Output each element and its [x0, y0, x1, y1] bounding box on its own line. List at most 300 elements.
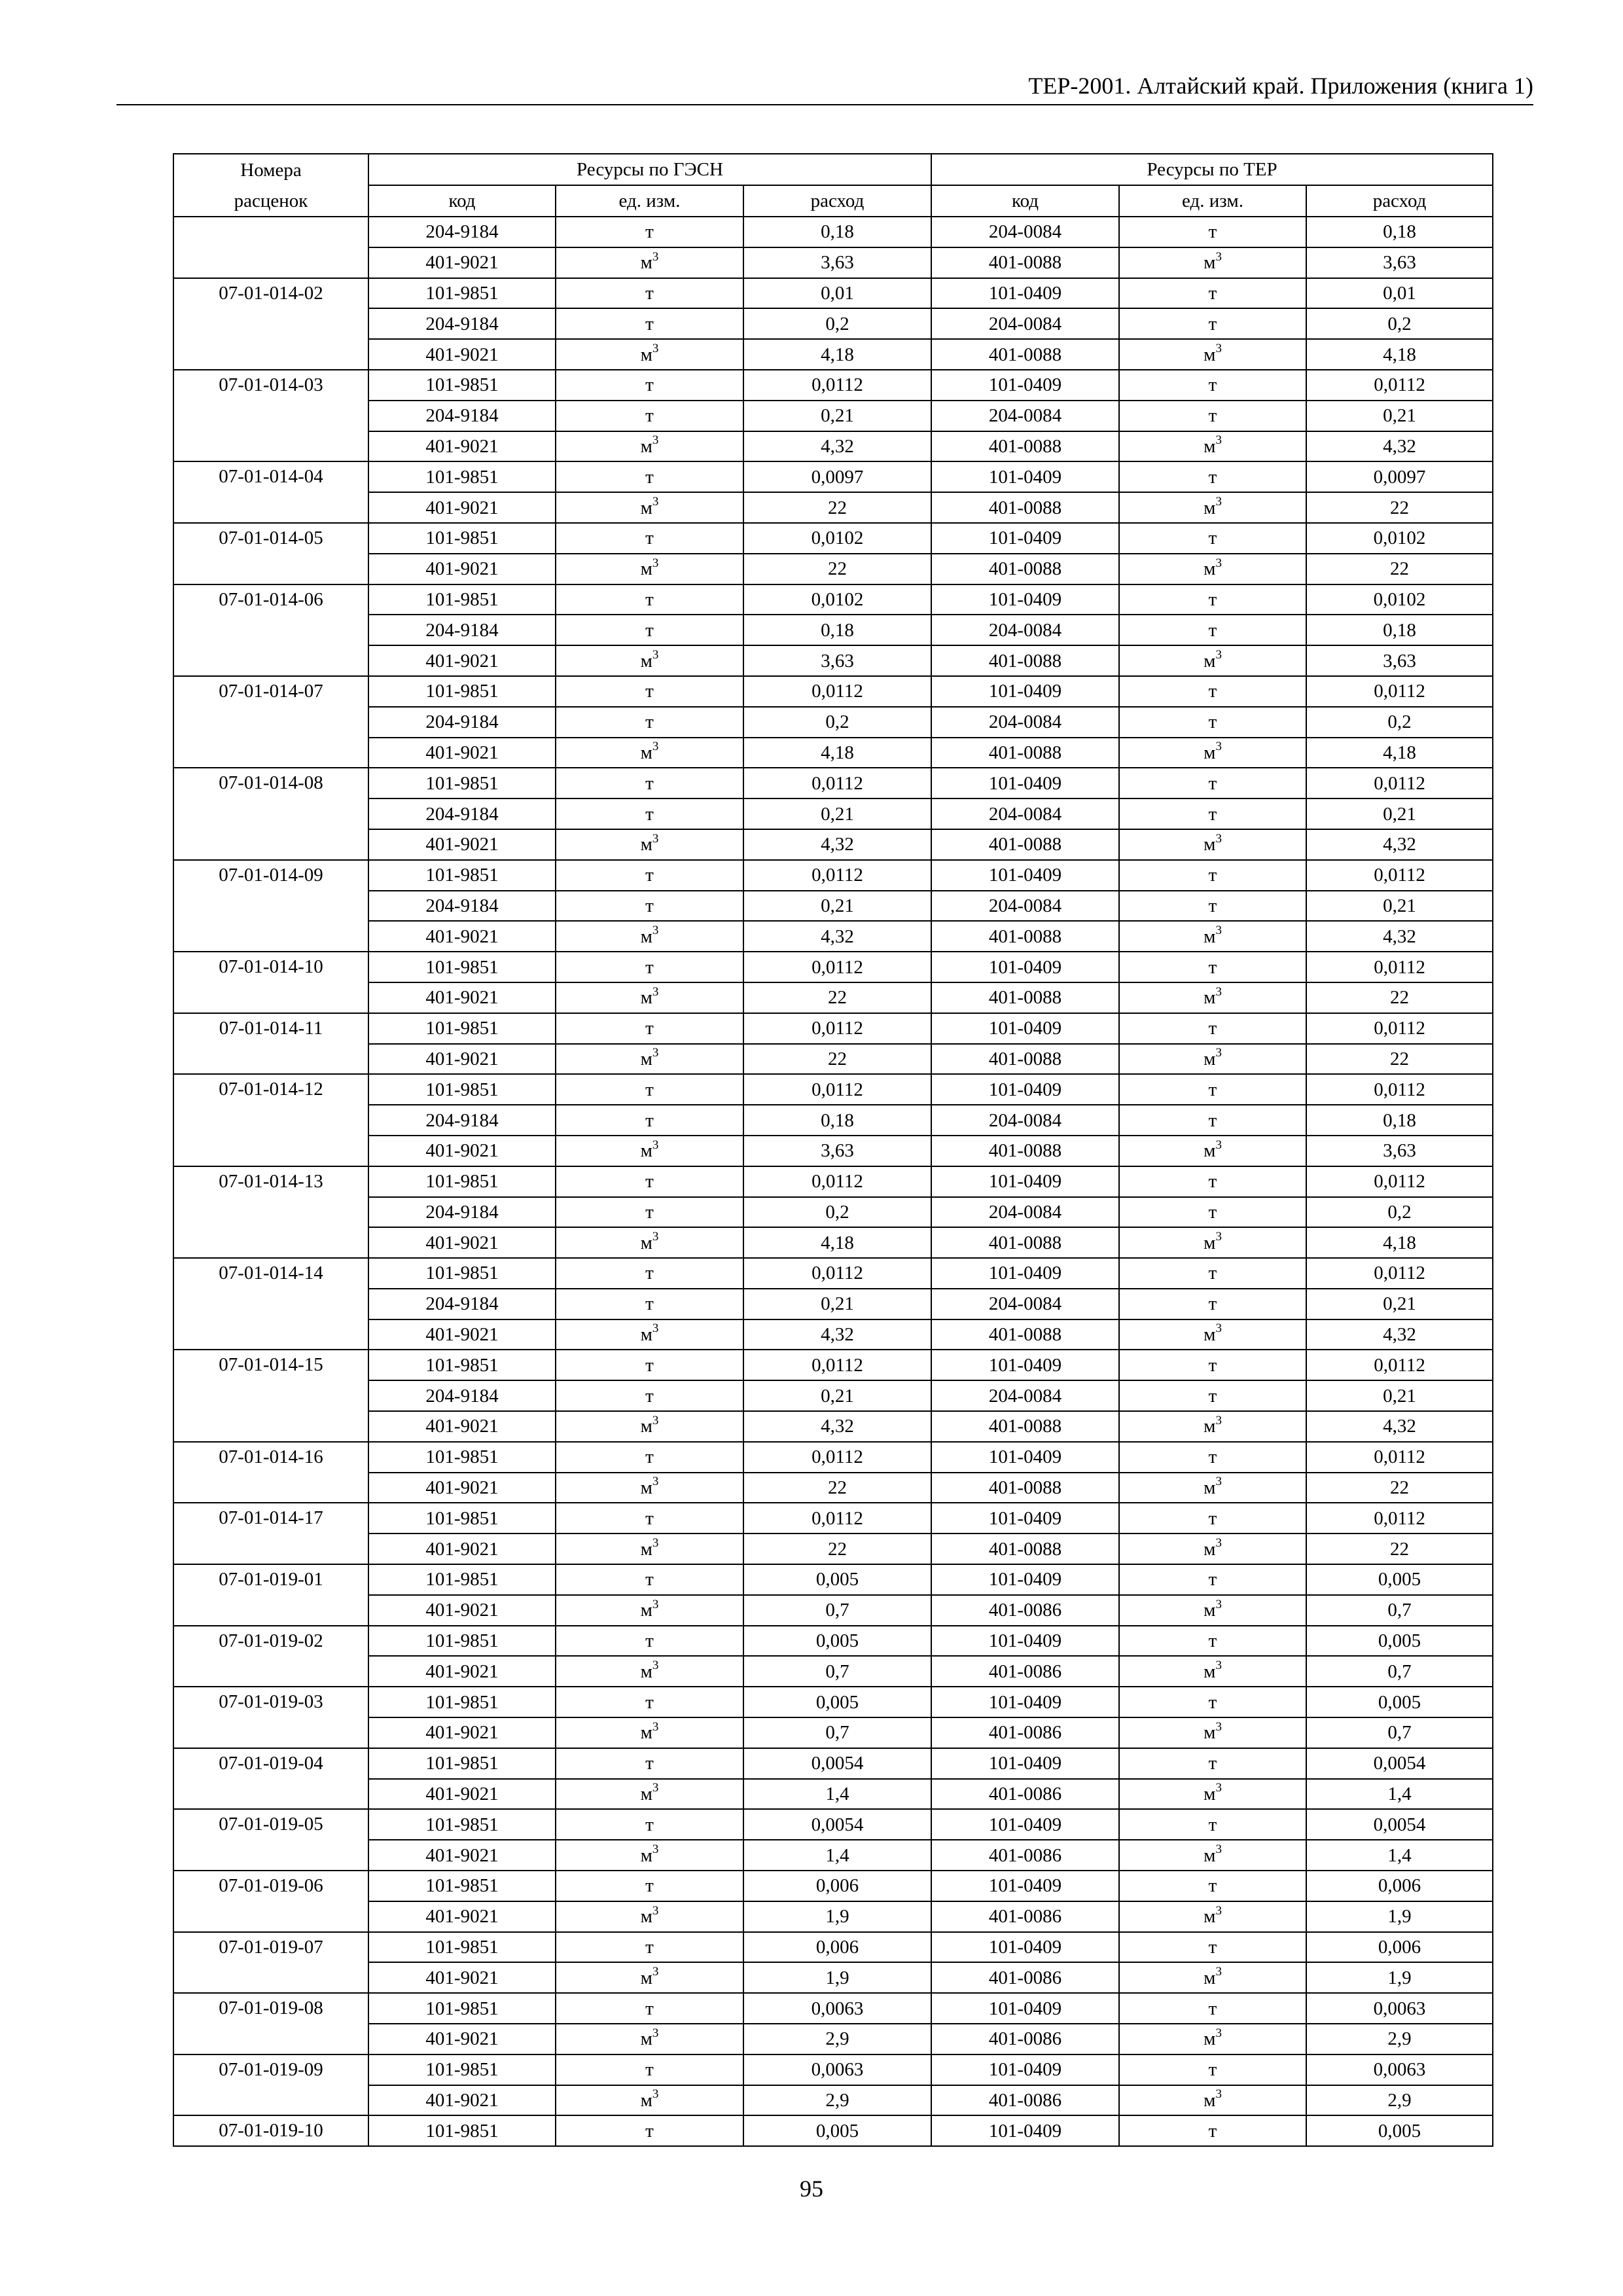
ter-unit-cell: т — [1119, 1074, 1306, 1105]
gesn-code-cell: 401-9021 — [368, 1717, 556, 1748]
rate-number-cell: 07-01-014-08 — [173, 768, 368, 798]
gesn-consumption-cell: 22 — [743, 1473, 931, 1503]
gesn-consumption-cell: 0,18 — [743, 1105, 931, 1136]
unit-text: $м^3$ — [640, 1413, 659, 1437]
ter-unit-cell: т — [1119, 2054, 1306, 2085]
gesn-code-cell: 101-9851 — [368, 2115, 556, 2146]
ter-code-cell: 401-0086 — [931, 2024, 1119, 2054]
gesn-unit-cell — [556, 2024, 743, 2054]
col-header-ter-consumption: расход — [1306, 185, 1493, 217]
gesn-unit-cell — [556, 247, 743, 278]
gesn-consumption-cell: 0,2 — [743, 1197, 931, 1228]
gesn-unit-cell: т — [556, 308, 743, 339]
ter-consumption-cell: 0,7 — [1306, 1595, 1493, 1626]
ter-code-cell: 101-0409 — [931, 676, 1119, 707]
ter-unit-cell — [1119, 554, 1306, 584]
rate-number-cell: 07-01-019-06 — [173, 1871, 368, 1901]
unit-text: $м^3$ — [1204, 1536, 1222, 1560]
table-row — [173, 1901, 1493, 1932]
ter-consumption-cell: 0,005 — [1306, 1687, 1493, 1717]
rate-number-cell — [173, 492, 368, 523]
table-row — [173, 1166, 1493, 1197]
rate-number-cell — [173, 1962, 368, 1993]
unit-text: $м^3$ — [640, 1138, 659, 1162]
ter-consumption-cell: 4,32 — [1306, 1319, 1493, 1350]
ter-consumption-cell: 22 — [1306, 982, 1493, 1013]
unit-text: $м^3$ — [1204, 1138, 1222, 1162]
ter-unit-cell — [1119, 1319, 1306, 1350]
gesn-code-cell: 401-9021 — [368, 2085, 556, 2116]
gesn-unit-cell — [556, 1534, 743, 1564]
ter-code-cell: 204-0084 — [931, 1105, 1119, 1136]
ter-consumption-cell: 0,005 — [1306, 1626, 1493, 1657]
ter-unit-cell — [1119, 431, 1306, 462]
ter-consumption-cell: 0,0112 — [1306, 1503, 1493, 1534]
ter-unit-cell: т — [1119, 1748, 1306, 1779]
table-row — [173, 829, 1493, 860]
gesn-unit-cell — [556, 1717, 743, 1748]
col-number-header-line1: Номера — [173, 154, 368, 185]
ter-consumption-cell: 4,32 — [1306, 431, 1493, 462]
rate-number-cell — [173, 1044, 368, 1075]
rate-number-cell — [173, 339, 368, 370]
ter-unit-cell — [1119, 1136, 1306, 1166]
gesn-code-cell: 204-9184 — [368, 798, 556, 829]
ter-unit-cell: т — [1119, 1166, 1306, 1197]
gesn-consumption-cell: 0,21 — [743, 1289, 931, 1319]
ter-consumption-cell: 2,9 — [1306, 2024, 1493, 2054]
gesn-consumption-cell: 1,9 — [743, 1901, 931, 1932]
ter-unit-cell — [1119, 1473, 1306, 1503]
rate-number-cell: 07-01-014-04 — [173, 461, 368, 492]
ter-consumption-cell: 0,006 — [1306, 1932, 1493, 1963]
gesn-code-cell: 101-9851 — [368, 860, 556, 891]
rate-number-cell — [173, 645, 368, 676]
gesn-code-cell: 204-9184 — [368, 401, 556, 431]
ter-code-cell: 101-0409 — [931, 768, 1119, 798]
ter-consumption-cell: 3,63 — [1306, 645, 1493, 676]
rate-number-cell — [173, 1717, 368, 1748]
rate-number-cell — [173, 1534, 368, 1564]
table-row — [173, 1105, 1493, 1136]
gesn-consumption-cell: 0,7 — [743, 1595, 931, 1626]
ter-unit-cell — [1119, 1534, 1306, 1564]
table-row — [173, 676, 1493, 707]
gesn-unit-cell: т — [556, 1748, 743, 1779]
unit-text: $м^3$ — [1204, 1321, 1222, 1346]
table-row — [173, 523, 1493, 554]
ter-consumption-cell: 0,7 — [1306, 1656, 1493, 1687]
ter-unit-cell — [1119, 2024, 1306, 2054]
ter-code-cell: 101-0409 — [931, 952, 1119, 982]
gesn-code-cell: 401-9021 — [368, 1656, 556, 1687]
resources-table — [173, 153, 1493, 2147]
gesn-consumption-cell: 0,0112 — [743, 1442, 931, 1473]
ter-unit-cell: т — [1119, 2115, 1306, 2146]
rate-number-cell — [173, 1656, 368, 1687]
ter-code-cell: 401-0086 — [931, 1595, 1119, 1626]
rate-number-cell — [173, 707, 368, 738]
unit-text: $м^3$ — [640, 1536, 659, 1560]
rate-number-cell — [173, 1473, 368, 1503]
gesn-unit-cell: т — [556, 217, 743, 247]
rate-number-cell: 07-01-014-07 — [173, 676, 368, 707]
gesn-code-cell: 401-9021 — [368, 1044, 556, 1075]
table-row — [173, 798, 1493, 829]
gesn-code-cell: 101-9851 — [368, 1166, 556, 1197]
gesn-consumption-cell: 0,21 — [743, 1380, 931, 1411]
rate-number-cell — [173, 1380, 368, 1411]
ter-unit-cell — [1119, 1840, 1306, 1871]
ter-code-cell: 204-0084 — [931, 798, 1119, 829]
unit-text: $м^3$ — [640, 647, 659, 672]
unit-text: $м^3$ — [1204, 249, 1222, 274]
unit-text: $м^3$ — [1204, 494, 1222, 518]
gesn-code-cell: 401-9021 — [368, 645, 556, 676]
table-row — [173, 247, 1493, 278]
ter-consumption-cell: 0,0112 — [1306, 676, 1493, 707]
table-row — [173, 1717, 1493, 1748]
ter-unit-cell: т — [1119, 308, 1306, 339]
rate-number-cell — [173, 217, 368, 247]
ter-consumption-cell: 2,9 — [1306, 2085, 1493, 2116]
unit-text: $м^3$ — [640, 1321, 659, 1346]
ter-consumption-cell: 0,0063 — [1306, 2054, 1493, 2085]
gesn-unit-cell: т — [556, 1197, 743, 1228]
unit-text: $м^3$ — [640, 1230, 659, 1253]
unit-text: $м^3$ — [640, 1659, 659, 1682]
ter-consumption-cell: 0,01 — [1306, 278, 1493, 309]
gesn-consumption-cell: 0,0097 — [743, 461, 931, 492]
gesn-code-cell: 401-9021 — [368, 1411, 556, 1442]
gesn-consumption-cell: 4,32 — [743, 1319, 931, 1350]
gesn-unit-cell: т — [556, 370, 743, 401]
page-number: 95 — [800, 2176, 823, 2202]
gesn-consumption-cell: 4,18 — [743, 1227, 931, 1258]
ter-consumption-cell: 0,2 — [1306, 308, 1493, 339]
unit-text: $м^3$ — [1204, 2026, 1222, 2050]
gesn-unit-cell — [556, 1840, 743, 1871]
rate-number-cell — [173, 1901, 368, 1932]
gesn-consumption-cell: 0,0112 — [743, 370, 931, 401]
rate-number-cell — [173, 798, 368, 829]
gesn-unit-cell — [556, 921, 743, 952]
gesn-code-cell: 401-9021 — [368, 921, 556, 952]
ter-unit-cell: т — [1119, 584, 1306, 615]
unit-text: $м^3$ — [640, 1046, 659, 1069]
rate-number-cell — [173, 891, 368, 922]
gesn-consumption-cell: 1,4 — [743, 1779, 931, 1810]
group-header-gesn: Ресурсы по ГЭСН — [368, 154, 931, 185]
ter-unit-cell: т — [1119, 1380, 1306, 1411]
table-row — [173, 952, 1493, 982]
table-row — [173, 1993, 1493, 2024]
resources-table-container — [173, 153, 1492, 2147]
gesn-unit-cell: т — [556, 584, 743, 615]
unit-text: $м^3$ — [1204, 1842, 1222, 1866]
table-row — [173, 1044, 1493, 1075]
table-row — [173, 1289, 1493, 1319]
unit-text: $м^3$ — [1204, 1659, 1222, 1682]
ter-consumption-cell: 22 — [1306, 1473, 1493, 1503]
table-row — [173, 461, 1493, 492]
rate-number-cell: 07-01-014-11 — [173, 1013, 368, 1044]
rate-number-cell: 07-01-019-01 — [173, 1564, 368, 1595]
ter-consumption-cell: 0,0054 — [1306, 1748, 1493, 1779]
col-number-header-line2: расценок — [173, 185, 368, 217]
ter-unit-cell — [1119, 1962, 1306, 1993]
gesn-unit-cell: т — [556, 1258, 743, 1289]
ter-unit-cell: т — [1119, 1105, 1306, 1136]
gesn-unit-cell: т — [556, 401, 743, 431]
ter-code-cell: 401-0088 — [931, 431, 1119, 462]
table-row — [173, 584, 1493, 615]
unit-text: $м^3$ — [1204, 1046, 1222, 1069]
gesn-code-cell: 401-9021 — [368, 492, 556, 523]
rate-number-cell: 07-01-014-05 — [173, 523, 368, 554]
rate-number-cell — [173, 308, 368, 339]
table-row — [173, 2085, 1493, 2116]
ter-code-cell: 101-0409 — [931, 1871, 1119, 1901]
gesn-unit-cell: т — [556, 860, 743, 891]
gesn-code-cell: 101-9851 — [368, 1074, 556, 1105]
gesn-unit-cell — [556, 2085, 743, 2116]
ter-code-cell: 101-0409 — [931, 523, 1119, 554]
ter-unit-cell — [1119, 1227, 1306, 1258]
ter-consumption-cell: 0,18 — [1306, 615, 1493, 645]
table-row — [173, 1258, 1493, 1289]
gesn-code-cell: 204-9184 — [368, 1380, 556, 1411]
gesn-unit-cell: т — [556, 891, 743, 922]
rate-number-cell: 07-01-014-09 — [173, 860, 368, 891]
gesn-consumption-cell: 0,005 — [743, 1564, 931, 1595]
gesn-consumption-cell: 0,7 — [743, 1656, 931, 1687]
unit-text: $м^3$ — [640, 1475, 659, 1499]
gesn-unit-cell: т — [556, 2054, 743, 2085]
gesn-unit-cell — [556, 982, 743, 1013]
rate-number-cell: 07-01-019-03 — [173, 1687, 368, 1717]
ter-consumption-cell: 0,7 — [1306, 1717, 1493, 1748]
unit-text: $м^3$ — [640, 341, 659, 365]
table-row — [173, 1350, 1493, 1380]
gesn-code-cell: 101-9851 — [368, 952, 556, 982]
unit-text: $м^3$ — [1204, 556, 1222, 580]
ter-unit-cell: т — [1119, 1442, 1306, 1473]
gesn-consumption-cell: 0,01 — [743, 278, 931, 309]
gesn-code-cell: 101-9851 — [368, 1932, 556, 1963]
running-header: ТЕР-2001. Алтайский край. Приложения (книга 1) — [1028, 73, 1533, 99]
table-row — [173, 1074, 1493, 1105]
ter-code-cell: 401-0088 — [931, 1534, 1119, 1564]
gesn-consumption-cell: 0,0112 — [743, 1350, 931, 1380]
gesn-consumption-cell: 0,0112 — [743, 1258, 931, 1289]
gesn-code-cell: 101-9851 — [368, 278, 556, 309]
ter-unit-cell — [1119, 829, 1306, 860]
ter-unit-cell: т — [1119, 461, 1306, 492]
ter-code-cell: 101-0409 — [931, 370, 1119, 401]
ter-code-cell: 101-0409 — [931, 1809, 1119, 1840]
gesn-code-cell: 204-9184 — [368, 615, 556, 645]
ter-code-cell: 101-0409 — [931, 1993, 1119, 2024]
ter-consumption-cell: 0,0112 — [1306, 952, 1493, 982]
rate-number-cell: 07-01-014-06 — [173, 584, 368, 615]
unit-text: $м^3$ — [1204, 984, 1222, 1009]
gesn-unit-cell — [556, 1901, 743, 1932]
gesn-consumption-cell: 0,0112 — [743, 768, 931, 798]
table-row — [173, 370, 1493, 401]
ter-consumption-cell: 3,63 — [1306, 247, 1493, 278]
gesn-consumption-cell: 22 — [743, 492, 931, 523]
table-row — [173, 1473, 1493, 1503]
gesn-unit-cell: т — [556, 676, 743, 707]
ter-code-cell: 101-0409 — [931, 1687, 1119, 1717]
table-row — [173, 1227, 1493, 1258]
ter-unit-cell: т — [1119, 860, 1306, 891]
ter-code-cell: 401-0088 — [931, 247, 1119, 278]
table-row — [173, 1411, 1493, 1442]
ter-unit-cell: т — [1119, 278, 1306, 309]
table-row — [173, 217, 1493, 247]
table-row — [173, 921, 1493, 952]
ter-code-cell: 401-0088 — [931, 921, 1119, 952]
ter-code-cell: 204-0084 — [931, 615, 1119, 645]
gesn-code-cell: 401-9021 — [368, 1473, 556, 1503]
ter-consumption-cell: 1,9 — [1306, 1962, 1493, 1993]
gesn-consumption-cell: 0,0112 — [743, 1166, 931, 1197]
ter-consumption-cell: 0,0112 — [1306, 768, 1493, 798]
table-row — [173, 982, 1493, 1013]
ter-unit-cell — [1119, 645, 1306, 676]
header-rule — [116, 104, 1533, 105]
unit-text: $м^3$ — [640, 1781, 659, 1805]
ter-consumption-cell: 0,0112 — [1306, 1350, 1493, 1380]
ter-consumption-cell: 1,4 — [1306, 1840, 1493, 1871]
rate-number-cell: 07-01-014-02 — [173, 278, 368, 309]
ter-consumption-cell: 0,0112 — [1306, 1074, 1493, 1105]
gesn-unit-cell: т — [556, 1993, 743, 2024]
gesn-code-cell: 401-9021 — [368, 1136, 556, 1166]
rate-number-cell: 07-01-019-04 — [173, 1748, 368, 1779]
unit-text: $м^3$ — [1204, 1781, 1222, 1805]
gesn-unit-cell — [556, 1656, 743, 1687]
unit-text: $м^3$ — [640, 831, 659, 855]
ter-code-cell: 101-0409 — [931, 1748, 1119, 1779]
unit-text: $м^3$ — [640, 1903, 659, 1928]
gesn-unit-cell: т — [556, 1564, 743, 1595]
ter-unit-cell: т — [1119, 1871, 1306, 1901]
ter-code-cell: 401-0088 — [931, 1227, 1119, 1258]
table-row — [173, 1442, 1493, 1473]
ter-consumption-cell: 0,005 — [1306, 1564, 1493, 1595]
ter-unit-cell: т — [1119, 401, 1306, 431]
table-row — [173, 2054, 1493, 2085]
gesn-code-cell: 101-9851 — [368, 676, 556, 707]
gesn-code-cell: 401-9021 — [368, 1227, 556, 1258]
gesn-consumption-cell: 0,0112 — [743, 860, 931, 891]
gesn-consumption-cell: 0,0054 — [743, 1748, 931, 1779]
gesn-consumption-cell: 0,006 — [743, 1932, 931, 1963]
gesn-unit-cell: т — [556, 707, 743, 738]
unit-text: $м^3$ — [1204, 1965, 1222, 1988]
table-row — [173, 1319, 1493, 1350]
table-row — [173, 1197, 1493, 1228]
ter-unit-cell: т — [1119, 1809, 1306, 1840]
gesn-consumption-cell: 0,0054 — [743, 1809, 931, 1840]
ter-consumption-cell: 0,006 — [1306, 1871, 1493, 1901]
unit-text: $м^3$ — [1204, 2087, 1222, 2111]
ter-consumption-cell: 4,18 — [1306, 339, 1493, 370]
unit-text: $м^3$ — [1204, 1597, 1222, 1621]
table-row — [173, 431, 1493, 462]
table-row — [173, 891, 1493, 922]
gesn-consumption-cell: 0,0112 — [743, 676, 931, 707]
ter-consumption-cell: 22 — [1306, 1044, 1493, 1075]
unit-text: $м^3$ — [1204, 1413, 1222, 1437]
ter-code-cell: 101-0409 — [931, 1503, 1119, 1534]
gesn-unit-cell: т — [556, 1380, 743, 1411]
rate-number-cell — [173, 829, 368, 860]
ter-unit-cell: т — [1119, 1503, 1306, 1534]
table-row — [173, 1380, 1493, 1411]
table-row — [173, 401, 1493, 431]
gesn-unit-cell — [556, 1411, 743, 1442]
gesn-unit-cell: т — [556, 1626, 743, 1657]
table-row — [173, 707, 1493, 738]
table-row — [173, 1564, 1493, 1595]
gesn-consumption-cell: 0,21 — [743, 401, 931, 431]
gesn-consumption-cell: 4,32 — [743, 1411, 931, 1442]
rate-number-cell — [173, 1411, 368, 1442]
gesn-code-cell: 101-9851 — [368, 1350, 556, 1380]
unit-text: $м^3$ — [640, 1719, 659, 1744]
table-row — [173, 1013, 1493, 1044]
gesn-consumption-cell: 0,0063 — [743, 1993, 931, 2024]
ter-code-cell: 204-0084 — [931, 1380, 1119, 1411]
ter-code-cell: 101-0409 — [931, 1258, 1119, 1289]
unit-text: $м^3$ — [640, 249, 659, 274]
ter-unit-cell — [1119, 1044, 1306, 1075]
table-row — [173, 860, 1493, 891]
gesn-code-cell: 401-9021 — [368, 1962, 556, 1993]
table-row — [173, 1932, 1493, 1963]
unit-text: $м^3$ — [1204, 1230, 1222, 1253]
ter-code-cell: 101-0409 — [931, 1350, 1119, 1380]
gesn-unit-cell: т — [556, 1687, 743, 1717]
table-row — [173, 1687, 1493, 1717]
ter-code-cell: 204-0084 — [931, 1289, 1119, 1319]
gesn-consumption-cell: 4,18 — [743, 738, 931, 768]
gesn-unit-cell — [556, 1962, 743, 1993]
col-header-gesn-unit: ед. изм. — [556, 185, 743, 217]
ter-consumption-cell: 0,21 — [1306, 891, 1493, 922]
rate-number-cell — [173, 982, 368, 1013]
ter-consumption-cell: 4,32 — [1306, 921, 1493, 952]
table-row — [173, 1962, 1493, 1993]
ter-unit-cell: т — [1119, 707, 1306, 738]
ter-code-cell: 401-0088 — [931, 645, 1119, 676]
ter-consumption-cell: 3,63 — [1306, 1136, 1493, 1166]
ter-code-cell: 204-0084 — [931, 891, 1119, 922]
rate-number-cell — [173, 1595, 368, 1626]
gesn-unit-cell — [556, 645, 743, 676]
table-row — [173, 1809, 1493, 1840]
gesn-code-cell: 101-9851 — [368, 1503, 556, 1534]
ter-consumption-cell: 0,005 — [1306, 2115, 1493, 2146]
gesn-code-cell: 204-9184 — [368, 217, 556, 247]
gesn-code-cell: 401-9021 — [368, 1319, 556, 1350]
ter-consumption-cell: 0,21 — [1306, 1380, 1493, 1411]
ter-code-cell: 101-0409 — [931, 1013, 1119, 1044]
